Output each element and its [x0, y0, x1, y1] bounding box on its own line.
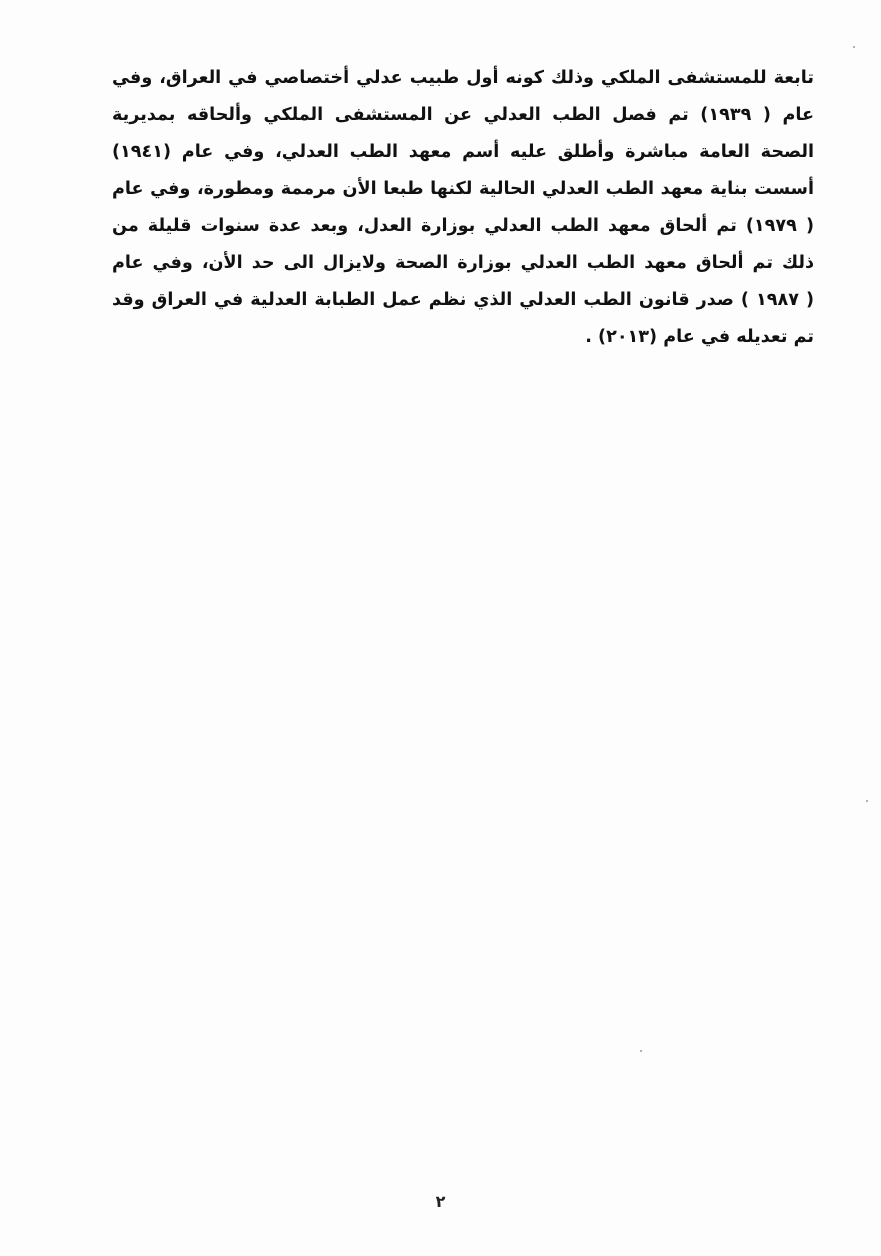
paragraph-line: تابعة للمستشفى الملكي وذلك كونه أول طبيب عدلي أختصاصي في العراق، وفي — [112, 68, 814, 88]
paragraph-line: ( ١٩٧٩) تم ألحاق معهد الطب العدلي بوزارة العدل، وبعد عدة سنوات قليلة من — [112, 216, 814, 236]
paragraph-line: الصحة العامة مباشرة وأطلق عليه أسم معهد الطب العدلي، وفي عام (١٩٤١) — [112, 142, 814, 162]
paragraph-line: عام ( ١٩٣٩) تم فصل الطب العدلي عن المستشفى الملكي وألحاقه بمديرية — [112, 105, 814, 125]
body-paragraph — [112, 60, 814, 356]
scan-speck — [853, 46, 855, 48]
scan-speck — [640, 1050, 642, 1052]
paragraph-line: أسست بناية معهد الطب العدلي الحالية لكنها طبعا الأن مرممة ومطورة، وفي عام — [112, 179, 814, 199]
paragraph-line: ( ١٩٨٧ ) صدر قانون الطب العدلي الذي نظم عمل الطبابة العدلية في العراق وقد — [112, 290, 815, 310]
scan-speck — [866, 800, 868, 802]
page-number: ٢ — [435, 1192, 446, 1211]
paragraph-line: ذلك تم ألحاق معهد الطب العدلي بوزارة الصحة ولايزال الى حد الأن، وفي عام — [112, 253, 814, 273]
paragraph-line: تم تعديله في عام (٢٠١٣) . — [585, 327, 814, 347]
